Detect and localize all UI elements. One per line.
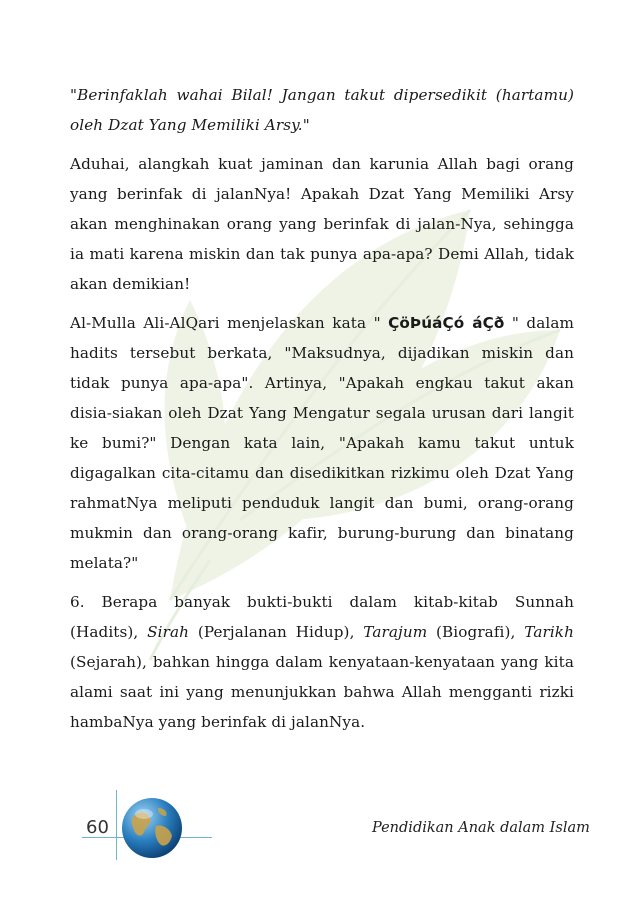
body-paragraph xyxy=(70,587,574,737)
footer-rule-vertical xyxy=(116,790,117,860)
italic-term: Tarikh xyxy=(524,623,574,641)
quote-paragraph: "Berinfaklah wahai Bilal! Jangan takut dipersedikit (hartamu) oleh Dzat Yang Memiliki Arsy." xyxy=(70,86,574,134)
page-number: 60 xyxy=(86,817,109,838)
italic-term: Tarajum xyxy=(363,623,428,641)
paragraph-text: 6. Berapa banyak bukti-bukti dalam kitab-kitab Sunnah (Hadits), xyxy=(70,593,574,641)
paragraph-text: (Perjalanan Hidup), xyxy=(189,623,364,641)
arabic-term: ÇöÞúáÇó áÇð xyxy=(388,314,505,332)
page-body xyxy=(70,80,574,746)
globe-icon xyxy=(120,796,184,860)
paragraph-text: (Sejarah), bahkan hingga dalam kenyataan-kenyataan yang kita alami saat ini yang menunjukkan bahwa Allah mengganti rizki hambaNya yang berinfak di jalanNya. xyxy=(70,653,574,731)
body-paragraph: Aduhai, alangkah kuat jaminan dan karunia Allah bagi orang yang berinfak di jalanNya! Apakah Dzat Yang Memiliki Arsy akan menghinakan orang yang berinfak di jalan-Nya, sehingga ia mati karena miskin dan tak punya apa-apa? Demi Allah, tidak akan demikian! xyxy=(70,155,574,293)
paragraph-text: " dalam hadits tersebut berkata, "Maksudnya, dijadikan miskin dan tidak punya apa-apa". Artinya, "Apakah engkau takut akan disia-siakan oleh Dzat Yang Mengatur segala urusan dari langit ke bumi?" Dengan kata lain, "Apakah kamu takut untuk digagalkan cita-citamu dan disedikitkan rizkimu oleh Dzat Yang rahmatNya meliputi penduduk langit dan bumi, orang-orang mukmin dan orang-orang kafir, burung-burung dan binatang melata?" xyxy=(70,314,574,572)
book-title: Pendidikan Anak dalam Islam xyxy=(372,820,590,836)
paragraph-text: Al-Mulla Ali-AlQari menjelaskan kata " xyxy=(70,314,389,332)
body-paragraph xyxy=(70,308,574,578)
italic-term: Sirah xyxy=(147,623,190,641)
paragraph-text: (Biografi), xyxy=(427,623,525,641)
